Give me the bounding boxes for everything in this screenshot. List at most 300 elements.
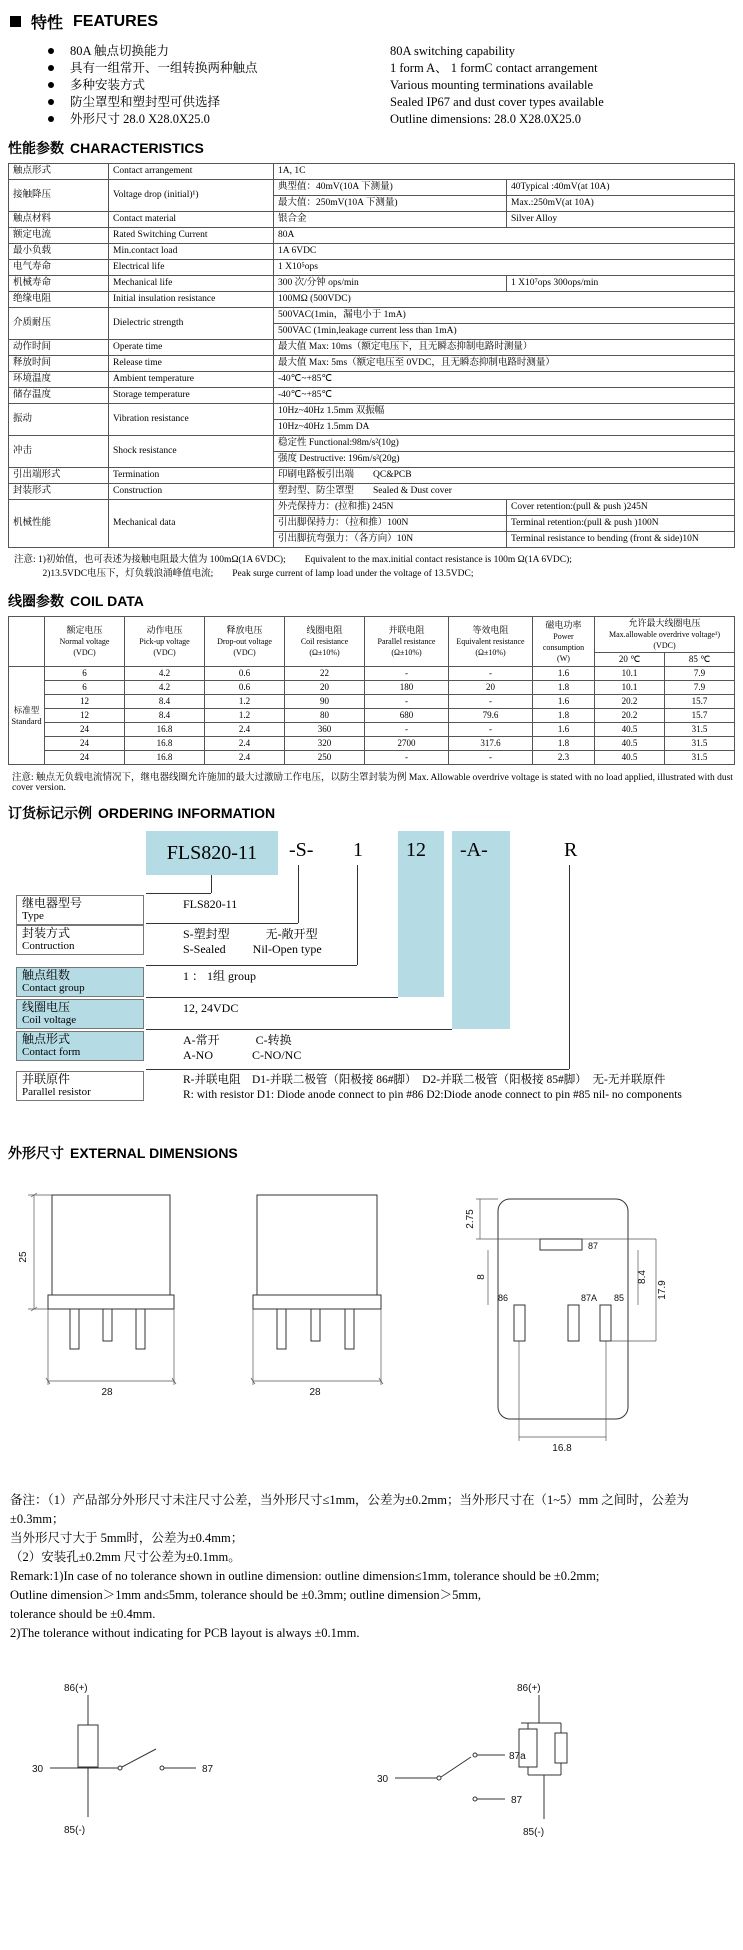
char-value: 银合金 xyxy=(274,212,507,228)
bullet-icon xyxy=(48,48,54,54)
coil-cell: - xyxy=(365,667,449,681)
ordering-row-value xyxy=(183,969,256,984)
characteristics-heading xyxy=(8,138,735,158)
coil-note-en: Max. Allowable overdrive voltage is stated with no load applied, illustrated with dust cover version. xyxy=(12,773,733,793)
coil-cell: 2700 xyxy=(365,737,449,751)
pin-85-label: 85 xyxy=(614,1293,625,1303)
ordering-row-label xyxy=(16,925,144,955)
features-title-en: FEATURES xyxy=(73,12,159,30)
char-row xyxy=(9,340,735,356)
coil-row xyxy=(9,751,735,765)
coil-cell: 680 xyxy=(365,709,449,723)
coil-cell: 1.2 xyxy=(205,695,285,709)
ordering-heading xyxy=(8,803,735,823)
ordering-value-line: FLS820-11 xyxy=(183,897,238,911)
coil-header-overdrive: 允许最大线圈电压 Max.allowable overdrive voltage¹) (VDC) xyxy=(595,617,735,653)
ordering-title-cn: 订货标记示例 xyxy=(8,805,92,821)
side-view-drawing xyxy=(227,1177,412,1477)
coil-header-power: 磁电功率 Power consumption (W) xyxy=(533,617,595,667)
coil-cell: 40.5 xyxy=(595,751,665,765)
char-value: 1 X10⁵ops xyxy=(274,260,735,276)
coil-cell: 317.6 xyxy=(449,737,533,751)
ordering-row-label xyxy=(16,999,144,1029)
coil-table xyxy=(8,616,735,765)
ordering-label-cn: 线圈电压 xyxy=(22,1000,71,1014)
char-row xyxy=(9,260,735,276)
feature-row xyxy=(8,43,735,60)
coil-row xyxy=(9,681,735,695)
remarks-block xyxy=(10,1491,735,1643)
coil-cell: 24 xyxy=(45,737,125,751)
coil-table-header xyxy=(9,617,735,667)
coil-cell: 15.7 xyxy=(665,709,735,723)
coil-cell: - xyxy=(449,667,533,681)
circuit-diagram-no xyxy=(26,1677,236,1867)
ordering-label-en: Contact form xyxy=(22,1046,81,1058)
coil-cell: 6 xyxy=(45,681,125,695)
ordering-label-cn: 继电器型号 xyxy=(22,896,83,910)
circuit-left-86-label: 86(+) xyxy=(64,1683,88,1694)
coil-header-coil-resistance: 线圈电阻 Coil resistance (Ω±10%) xyxy=(285,617,365,667)
coil-cell: - xyxy=(449,723,533,737)
coil-group-en: Standard xyxy=(11,715,42,726)
char-label-en: Contact arrangement xyxy=(109,164,274,180)
bottom-view-drawing xyxy=(440,1177,680,1477)
char-label-en: Ambient temperature xyxy=(109,372,274,388)
pin-87-label: 87 xyxy=(588,1241,599,1251)
ordering-code-part: R xyxy=(564,839,578,861)
coil-cell: - xyxy=(449,695,533,709)
coil-cell: 15.7 xyxy=(665,695,735,709)
char-value: 典型值：40mV(10A 下测量) xyxy=(274,180,507,196)
ordering-value-line: S-塑封型 无-敞开型 xyxy=(183,927,318,941)
ordering-connector-line xyxy=(211,875,212,893)
ordering-connector-line xyxy=(298,865,299,923)
circuit-left-30-label: 30 xyxy=(32,1764,44,1775)
ordering-value-line: 12, 24VDC xyxy=(183,1001,239,1015)
coil-cell: - xyxy=(365,723,449,737)
circuit-diagram-changeover xyxy=(371,1677,601,1877)
char-value: 10Hz~40Hz 1.5mm DA xyxy=(274,420,735,436)
ordering-value-line: 1 ： 1组 group xyxy=(183,969,256,983)
coil-cell: 24 xyxy=(45,723,125,737)
char-value: 500VAC(1min，漏电小于 1mA) xyxy=(274,308,735,324)
feature-item-cn xyxy=(8,111,390,128)
feature-item-cn xyxy=(8,94,390,111)
char-label-cn: 机械寿命 xyxy=(9,276,109,292)
circuit-right-85-label: 85(-) xyxy=(523,1827,545,1838)
feature-text-cn: 多种安装方式 xyxy=(70,78,146,92)
coil-cell: 10.1 xyxy=(595,681,665,695)
dimensions-heading xyxy=(8,1143,735,1163)
dim-8-4-label: 8.4 xyxy=(637,1270,648,1284)
char-label-en: Voltage drop (initial)¹) xyxy=(109,180,274,212)
coil-cell: 10.1 xyxy=(595,667,665,681)
char-value: 强度 Destructive: 196m/s²(20g) xyxy=(274,452,735,468)
char-row xyxy=(9,308,735,324)
char-label-en: Termination xyxy=(109,468,274,484)
coil-cell: 31.5 xyxy=(665,751,735,765)
coil-cell: 2.3 xyxy=(533,751,595,765)
ordering-row-label xyxy=(16,1031,144,1061)
char-row xyxy=(9,164,735,180)
coil-row xyxy=(9,723,735,737)
ordering-connector-line xyxy=(146,1029,452,1030)
coil-header-group xyxy=(9,617,45,667)
char-value: Silver Alloy xyxy=(507,212,735,228)
ordering-row-value xyxy=(183,927,322,957)
coil-cell: 20.2 xyxy=(595,695,665,709)
char-label-cn: 绝缘电阻 xyxy=(9,292,109,308)
char-row xyxy=(9,436,735,452)
feature-text-cn: 外形尺寸 28.0 X28.0X25.0 xyxy=(70,112,210,126)
coil-row xyxy=(9,709,735,723)
char-label-en: Min.contact load xyxy=(109,244,274,260)
ordering-label-en: Coil voltage xyxy=(22,1014,77,1026)
bullet-icon xyxy=(48,65,54,71)
bullet-icon xyxy=(48,116,54,122)
char-value: 引出脚保持力：（拉和推）100N xyxy=(274,516,507,532)
feature-row xyxy=(8,94,735,111)
coil-cell: - xyxy=(365,695,449,709)
char-label-en: Construction xyxy=(109,484,274,500)
coil-cell: 80 xyxy=(285,709,365,723)
ordering-connector-line xyxy=(146,997,398,998)
remark-line: Remark:1)In case of no tolerance shown in outline dimension: outline dimension≤1mm, tolerance should be ±0.2mm; xyxy=(10,1569,600,1583)
char-value: Terminal resistance to bending (front & side)10N xyxy=(507,532,735,548)
ordering-row-value xyxy=(183,1073,682,1103)
feature-text-cn: 80A 触点切换能力 xyxy=(70,44,169,58)
coil-cell: 40.5 xyxy=(595,723,665,737)
char-label-cn: 接触降压 xyxy=(9,180,109,212)
char-value: 80A xyxy=(274,228,735,244)
char-label-cn: 环境温度 xyxy=(9,372,109,388)
char-label-en: Rated Switching Current xyxy=(109,228,274,244)
char-row xyxy=(9,228,735,244)
char-label-cn: 引出端形式 xyxy=(9,468,109,484)
coil-cell: 4.2 xyxy=(125,667,205,681)
remark-line: 当外形尺寸大于 5mm时，公差为±0.4mm； xyxy=(10,1531,244,1545)
coil-cell: 250 xyxy=(285,751,365,765)
ordering-value-line: R-并联电阻 D1-并联二极管（阳极接 86#脚） D2-并联二极管（阳极接 85#脚） 无-无并联原件 xyxy=(183,1074,666,1086)
characteristics-title-cn: 性能参数 xyxy=(8,140,64,156)
coil-cell: - xyxy=(365,751,449,765)
char-label-en: Dielectric strength xyxy=(109,308,274,340)
char-value: 100MΩ (500VDC) xyxy=(274,292,735,308)
coil-cell: - xyxy=(449,751,533,765)
coil-cell: 31.5 xyxy=(665,737,735,751)
char-value: Cover retention:(pull & push )245N xyxy=(507,500,735,516)
characteristics-note-1: 注意: 1)初始值，也可表述为接触电阻最大值为 100mΩ(1A 6VDC); Equivalent to the max.initial contact resistance is 100m Ω(1A 6VDC); xyxy=(14,555,572,565)
dimension-drawings xyxy=(8,1177,735,1477)
coil-cell: 8.4 xyxy=(125,709,205,723)
char-label-en: Electrical life xyxy=(109,260,274,276)
char-value: 500VAC (1min,leakage current less than 1mA) xyxy=(274,324,735,340)
char-label-cn: 介质耐压 xyxy=(9,308,109,340)
char-value: 稳定性 Functional:98m/s²(10g) xyxy=(274,436,735,452)
side-width-dim-label: 28 xyxy=(309,1387,321,1398)
feature-item-cn xyxy=(8,60,390,77)
ordering-row-value xyxy=(183,1033,301,1063)
char-row xyxy=(9,468,735,484)
ordering-code-part: -S- xyxy=(289,839,314,861)
remark-line: 备注：（1）产品部分外形尺寸未注尺寸公差，当外形尺寸≤1mm，公差为±0.2mm；当外形尺寸在（1~5）mm 之间时，公差为±0.3mm； xyxy=(10,1493,689,1526)
feature-row xyxy=(8,111,735,128)
feature-item-en: Various mounting terminations available xyxy=(390,78,594,92)
ordering-value-line: S-Sealed Nil-Open type xyxy=(183,942,322,956)
ordering-diagram xyxy=(8,831,735,1133)
ordering-label-en: Type xyxy=(22,910,44,922)
front-height-dim-label: 25 xyxy=(18,1251,29,1263)
ordering-label-cn: 封装方式 xyxy=(22,926,71,940)
coil-header-temp85: 85 ℃ xyxy=(665,653,735,667)
char-label-cn: 储存温度 xyxy=(9,388,109,404)
ordering-connector-line xyxy=(569,865,570,1069)
char-row xyxy=(9,276,735,292)
char-label-cn: 冲击 xyxy=(9,436,109,468)
char-row xyxy=(9,212,735,228)
feature-item-en: 80A switching capability xyxy=(390,44,515,58)
char-label-cn: 电气寿命 xyxy=(9,260,109,276)
front-width-dim-label: 28 xyxy=(101,1387,113,1398)
feature-item-cn xyxy=(8,77,390,94)
char-label-cn: 触点形式 xyxy=(9,164,109,180)
circuit-right-87a-label: 87a xyxy=(509,1751,526,1762)
char-label-cn: 机械性能 xyxy=(9,500,109,548)
char-row xyxy=(9,356,735,372)
char-label-cn: 最小负载 xyxy=(9,244,109,260)
bullet-icon xyxy=(48,99,54,105)
coil-header-pickup-voltage: 动作电压 Pick-up voltage (VDC) xyxy=(125,617,205,667)
ordering-row-value xyxy=(183,1001,238,1016)
coil-cell: 20 xyxy=(285,681,365,695)
coil-cell: 0.6 xyxy=(205,681,285,695)
char-value: 引出脚抗弯强力：（各方向）10N xyxy=(274,532,507,548)
char-label-en: Initial insulation resistance xyxy=(109,292,274,308)
ordering-label-cn: 并联原件 xyxy=(22,1072,71,1086)
coil-cell: 12 xyxy=(45,695,125,709)
char-row xyxy=(9,388,735,404)
ordering-label-cn: 触点组数 xyxy=(22,968,71,982)
coil-cell: 7.9 xyxy=(665,667,735,681)
dim-2-75-label: 2.75 xyxy=(465,1209,476,1229)
remark-line: Outline dimension＞1mm and≤5mm, tolerance should be ±0.3mm; outline dimension＞5mm, xyxy=(10,1588,481,1602)
circuit-diagrams xyxy=(8,1677,735,1877)
coil-note-cn: 注意: 触点无负载电流情况下，继电器线圈允许施加的最大过激励工作电压，以防尘罩封装为例 xyxy=(12,773,407,783)
characteristics-note-2: 2)13.5VDC电压下，灯负载浪涌峰值电流; Peak surge current of lamp load under the voltage of 13.5VDC; xyxy=(14,569,474,579)
coil-group-label xyxy=(9,667,45,765)
square-bullet-icon xyxy=(10,16,21,27)
char-value: Terminal retention:(pull & push )100N xyxy=(507,516,735,532)
feature-row xyxy=(8,77,735,94)
pin-86-label: 86 xyxy=(498,1293,509,1303)
coil-cell: 1.6 xyxy=(533,723,595,737)
coil-cell: 6 xyxy=(45,667,125,681)
remark-line: （2）安装孔±0.2mm 尺寸公差为±0.1mm。 xyxy=(10,1550,241,1564)
dim-17-9-label: 17.9 xyxy=(657,1280,668,1300)
circuit-left-87-label: 87 xyxy=(202,1764,214,1775)
dim-8-label: 8 xyxy=(476,1274,487,1280)
ordering-label-cn: 触点形式 xyxy=(22,1032,71,1046)
char-label-en: Release time xyxy=(109,356,274,372)
ordering-label-en: Contruction xyxy=(22,940,75,952)
ordering-connector-line xyxy=(357,865,358,965)
ordering-row-label xyxy=(16,1071,144,1101)
char-label-cn: 额定电流 xyxy=(9,228,109,244)
char-value: 外壳保持力：(拉和推) 245N xyxy=(274,500,507,516)
char-value: 印刷电路板引出端 QC&PCB xyxy=(274,468,735,484)
coil-header-dropout-voltage: 释放电压 Drop-out voltage (VDC) xyxy=(205,617,285,667)
ordering-value-line: A-NO C-NO/NC xyxy=(183,1048,302,1062)
feature-row xyxy=(8,60,735,77)
circuit-right-86-label: 86(+) xyxy=(517,1683,541,1694)
circuit-right-30-label: 30 xyxy=(377,1774,389,1785)
char-value: 最大值 Max: 5ms（额定电压至 0VDC，且无瞬态抑制电路时测量） xyxy=(274,356,735,372)
ordering-code-part: FLS820-11 xyxy=(146,831,278,875)
coil-cell: 1.6 xyxy=(533,695,595,709)
coil-cell: 79.6 xyxy=(449,709,533,723)
ordering-row-label xyxy=(16,967,144,997)
features-list xyxy=(8,43,735,128)
char-row xyxy=(9,292,735,308)
characteristics-table xyxy=(8,163,735,548)
char-label-en: Vibration resistance xyxy=(109,404,274,436)
char-label-en: Storage temperature xyxy=(109,388,274,404)
char-value: 10Hz~40Hz 1.5mm 双振幅 xyxy=(274,404,735,420)
char-row xyxy=(9,372,735,388)
coil-cell: 16.8 xyxy=(125,751,205,765)
coil-cell: 4.2 xyxy=(125,681,205,695)
coil-cell: 1.8 xyxy=(533,737,595,751)
char-row xyxy=(9,500,735,516)
coil-cell: 22 xyxy=(285,667,365,681)
coil-note xyxy=(12,769,735,793)
char-value: -40℃~+85℃ xyxy=(274,372,735,388)
coil-cell: 90 xyxy=(285,695,365,709)
coil-cell: 20 xyxy=(449,681,533,695)
char-label-en: Operate time xyxy=(109,340,274,356)
dimensions-title-en: EXTERNAL DIMENSIONS xyxy=(70,1145,238,1161)
char-label-en: Mechanical life xyxy=(109,276,274,292)
remark-line: tolerance should be ±0.4mm. xyxy=(10,1607,156,1621)
coil-group-cn: 标准型 xyxy=(13,704,40,715)
coil-cell: 16.8 xyxy=(125,737,205,751)
coil-cell: 12 xyxy=(45,709,125,723)
ordering-connector-line xyxy=(146,965,357,966)
coil-cell: 20.2 xyxy=(595,709,665,723)
char-value: -40℃~+85℃ xyxy=(274,388,735,404)
feature-item-cn xyxy=(8,43,390,60)
coil-cell: 2.4 xyxy=(205,737,285,751)
ordering-code-part: 12 xyxy=(406,839,426,861)
coil-cell: 180 xyxy=(365,681,449,695)
char-value: 1A 6VDC xyxy=(274,244,735,260)
ordering-connector-line xyxy=(146,893,211,894)
coil-cell: 7.9 xyxy=(665,681,735,695)
feature-item-en: 1 form A、 1 formC contact arrangement xyxy=(390,61,598,75)
features-heading xyxy=(10,10,735,33)
coil-cell: 40.5 xyxy=(595,737,665,751)
feature-text-cn: 防尘罩型和塑封型可供选择 xyxy=(70,95,221,109)
dimensions-title-cn: 外形尺寸 xyxy=(8,1145,64,1161)
coil-heading xyxy=(8,591,735,611)
char-label-en: Contact material xyxy=(109,212,274,228)
coil-cell: 16.8 xyxy=(125,723,205,737)
char-label-cn: 封装形式 xyxy=(9,484,109,500)
char-label-cn: 释放时间 xyxy=(9,356,109,372)
coil-title-en: COIL DATA xyxy=(70,593,144,609)
coil-cell: 1.6 xyxy=(533,667,595,681)
coil-cell: 320 xyxy=(285,737,365,751)
char-row xyxy=(9,484,735,500)
char-label-en: Mechanical data xyxy=(109,500,274,548)
char-value: 最大值 Max: 10ms（额定电压下，且无瞬态抑制电路时测量） xyxy=(274,340,735,356)
char-value: 1 X10⁷ops 300ops/min xyxy=(507,276,735,292)
coil-row xyxy=(9,667,735,681)
ordering-title-en: ORDERING INFORMATION xyxy=(98,805,276,821)
dim-16-8-label: 16.8 xyxy=(552,1443,572,1454)
char-value: 40Typical :40mV(at 10A) xyxy=(507,180,735,196)
ordering-code-part: -A- xyxy=(460,839,488,861)
char-value: Max.:250mV(at 10A) xyxy=(507,196,735,212)
ordering-row-value xyxy=(183,897,237,912)
characteristics-title-en: CHARACTERISTICS xyxy=(70,140,204,156)
char-row xyxy=(9,244,735,260)
circuit-right-87-label: 87 xyxy=(511,1795,523,1806)
char-label-cn: 触点材料 xyxy=(9,212,109,228)
ordering-label-en: Parallel resistor xyxy=(22,1086,91,1098)
ordering-value-line: A-常开 C-转换 xyxy=(183,1033,292,1047)
ordering-code-part: 1 xyxy=(353,839,363,861)
coil-cell: 1.8 xyxy=(533,709,595,723)
char-value: 300 次/分钟 ops/min xyxy=(274,276,507,292)
coil-cell: 0.6 xyxy=(205,667,285,681)
characteristics-notes xyxy=(14,553,735,581)
coil-cell: 1.2 xyxy=(205,709,285,723)
coil-row xyxy=(9,737,735,751)
remark-line: 2)The tolerance without indicating for PCB layout is always ±0.1mm. xyxy=(10,1626,360,1640)
coil-cell: 24 xyxy=(45,751,125,765)
coil-header-parallel-resistance: 并联电阻 Parallel resistance (Ω±10%) xyxy=(365,617,449,667)
coil-cell: 2.4 xyxy=(205,723,285,737)
feature-item-en: Sealed IP67 and dust cover types available xyxy=(390,95,604,109)
pin-87a-label: 87A xyxy=(581,1293,598,1303)
bullet-icon xyxy=(48,82,54,88)
char-label-en: Shock resistance xyxy=(109,436,274,468)
feature-item-en: Outline dimensions: 28.0 X28.0X25.0 xyxy=(390,112,581,126)
coil-title-cn: 线圈参数 xyxy=(8,593,64,609)
char-value: 最大值：250mV(10A 下测量) xyxy=(274,196,507,212)
ordering-label-en: Contact group xyxy=(22,982,85,994)
coil-cell: 360 xyxy=(285,723,365,737)
ordering-connector-line xyxy=(146,1069,569,1070)
coil-header-normal-voltage: 额定电压 Normal voltage (VDC) xyxy=(45,617,125,667)
coil-cell: 2.4 xyxy=(205,751,285,765)
coil-row xyxy=(9,695,735,709)
coil-header-temp20: 20 ℃ xyxy=(595,653,665,667)
char-label-cn: 动作时间 xyxy=(9,340,109,356)
char-label-cn: 振动 xyxy=(9,404,109,436)
char-row xyxy=(9,404,735,420)
feature-text-cn: 具有一组常开、一组转换两种触点 xyxy=(70,61,258,75)
char-row xyxy=(9,180,735,196)
ordering-row-label xyxy=(16,895,144,925)
ordering-value-line: R: with resistor D1: Diode anode connect to pin #86 D2:Diode anode connect to pin #85 nil- no components xyxy=(183,1089,682,1101)
coil-cell: 31.5 xyxy=(665,723,735,737)
coil-header-equivalent-resistance: 等效电阻 Equivalent resistance (Ω±10%) xyxy=(449,617,533,667)
coil-cell: 8.4 xyxy=(125,695,205,709)
coil-cell: 1.8 xyxy=(533,681,595,695)
